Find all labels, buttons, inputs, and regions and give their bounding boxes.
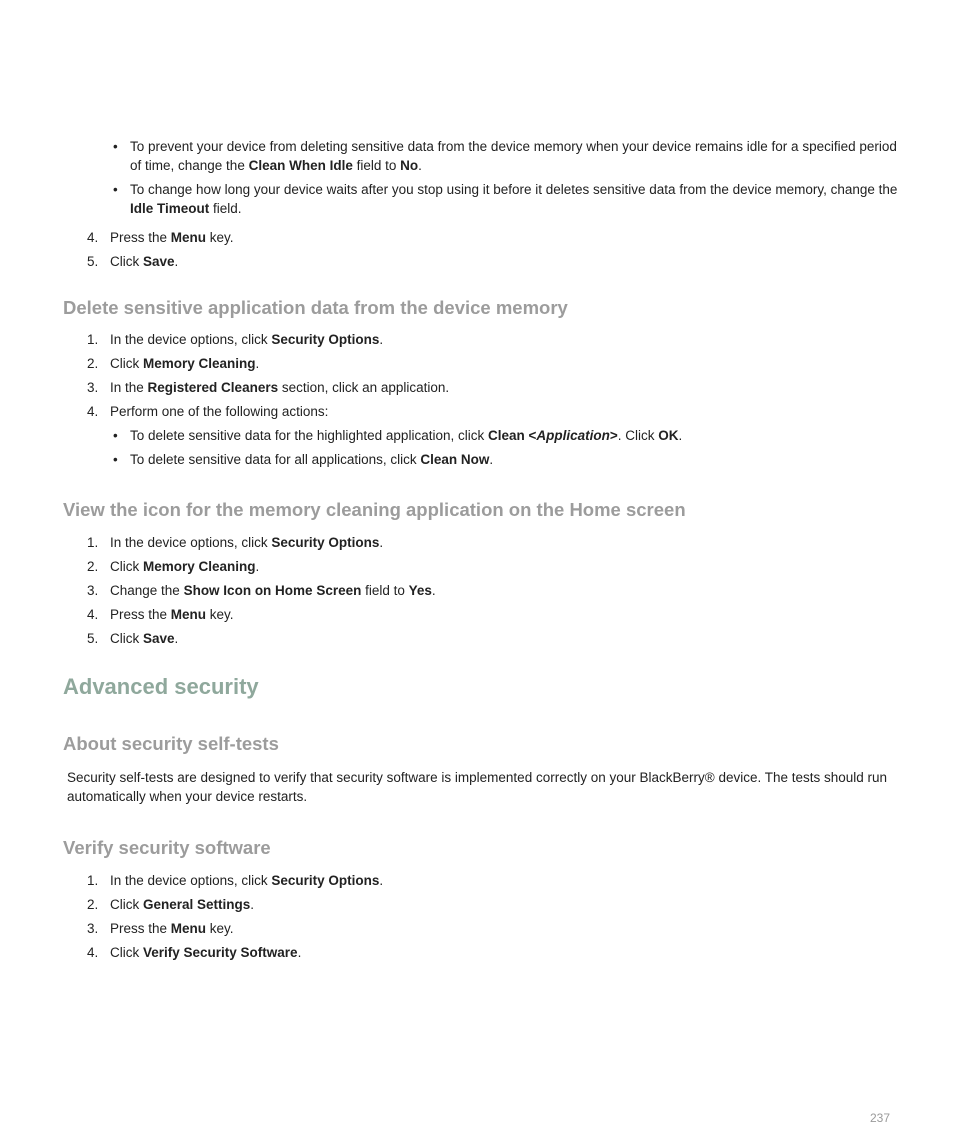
paragraph-self-tests: Security self-tests are designed to verify that security software is implemented correctly on your BlackBerry® device. The tests should run automatically when your device restarts.	[67, 770, 888, 804]
step-item: 1. In the device options, click Security Options.	[87, 535, 384, 550]
bullet-marker: •	[113, 182, 118, 197]
bullet-clean-now: To delete sensitive data for all applications, click Clean Now.	[130, 452, 494, 467]
bullet-idle-timeout: To change how long your device waits after you stop using it before it deletes sensitive data from the device memory, change the Idle Timeout field.	[130, 182, 898, 216]
step-item: 4. Press the Menu key.	[87, 607, 234, 622]
step-item: 2. Click Memory Cleaning.	[87, 356, 260, 371]
section-heading-self-tests: About security self-tests	[63, 733, 279, 754]
page-number: 237	[870, 1111, 891, 1125]
step-item: 5. Click Save.	[87, 631, 179, 646]
bullet-marker: •	[113, 452, 118, 467]
step-item: 4. Click Verify Security Software.	[87, 945, 302, 960]
bullet-marker: •	[113, 139, 118, 154]
step-item: 3. Change the Show Icon on Home Screen field to Yes.	[87, 583, 436, 598]
section-heading-view-icon: View the icon for the memory cleaning application on the Home screen	[63, 499, 686, 520]
section-heading-delete: Delete sensitive application data from the device memory	[63, 297, 568, 318]
bullet-clean-application: To delete sensitive data for the highlighted application, click Clean <Application>. Click OK.	[130, 428, 683, 443]
step-item: 1. In the device options, click Security Options.	[87, 332, 384, 347]
step-item: 3. In the Registered Cleaners section, click an application.	[87, 380, 450, 395]
chapter-heading-advanced-security: Advanced security	[63, 674, 259, 699]
section-heading-verify: Verify security software	[63, 837, 271, 858]
step-item: 2. Click Memory Cleaning.	[87, 559, 260, 574]
bullet-marker: •	[113, 428, 118, 443]
step-item: 3. Press the Menu key.	[87, 921, 234, 936]
step-item: 2. Click General Settings.	[87, 897, 255, 912]
step-item: 1. In the device options, click Security Options.	[87, 873, 384, 888]
bullet-clean-when-idle: To prevent your device from deleting sensitive data from the device memory when your device remains idle for a specified period of time, change the Clean When Idle field to No.	[130, 139, 897, 173]
step-item: 4. Press the Menu key.	[87, 230, 234, 245]
step-item: 5. Click Save.	[87, 254, 179, 269]
step-item: 4. Perform one of the following actions:	[87, 404, 329, 419]
